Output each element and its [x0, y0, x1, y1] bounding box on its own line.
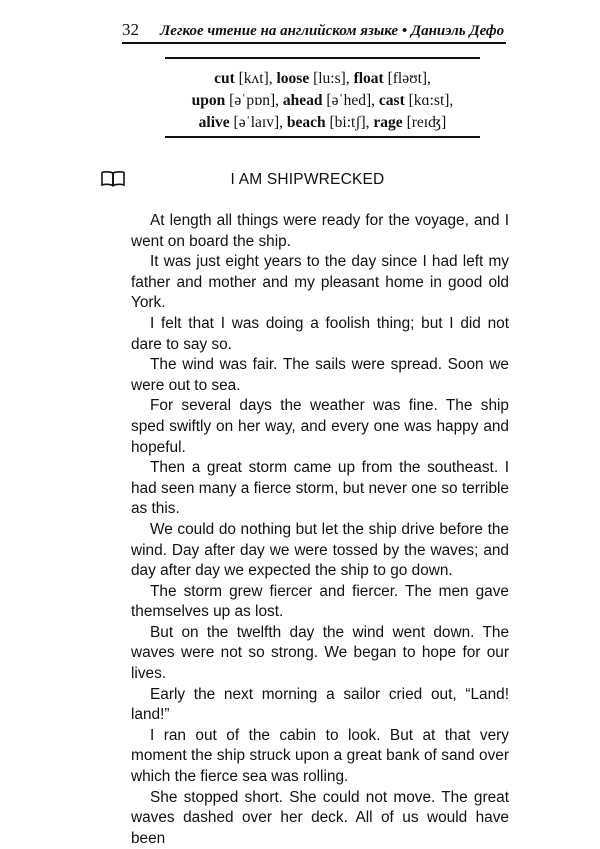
paragraph: But on the twelfth day the wind went down. The waves were not so strong. We began to hope for our lives.: [131, 623, 509, 683]
vocabulary-top-rule: [165, 57, 480, 59]
vocabulary-bottom-rule: [165, 136, 480, 138]
vocabulary-line: [150, 90, 495, 112]
story-text: [131, 211, 509, 849]
vocab-transcription: [reɪʤ]: [406, 114, 447, 131]
chapter-title: I AM SHIPWRECKED: [230, 171, 385, 188]
paragraph: The storm grew fiercer and fiercer. The men gave themselves up as lost.: [131, 582, 509, 621]
vocab-word: cast: [378, 92, 405, 109]
paragraph: I ran out of the cabin to look. But at that very moment the ship struck upon a great bank of sand over which the fierce sea was rolling.: [131, 726, 509, 786]
vocab-word: float: [353, 70, 384, 87]
vocab-word: loose: [276, 70, 310, 87]
vocab-transcription: [əˈlaɪv],: [233, 114, 284, 131]
paragraph: I felt that I was doing a foolish thing; but I did not dare to say so.: [131, 314, 509, 353]
vocab-word: ahead: [282, 92, 323, 109]
vocab-transcription: [bi:tʃ],: [329, 114, 370, 131]
vocab-word: upon: [191, 92, 226, 109]
header-rule: [122, 42, 506, 44]
paragraph: The wind was fair. The sails were spread. Soon we were out to sea.: [131, 356, 509, 394]
vocab-word: alive: [198, 114, 230, 131]
vocab-word: cut: [214, 70, 235, 87]
vocab-transcription: [fləʊt],: [387, 70, 431, 87]
vocab-transcription: [əˈhed],: [326, 92, 376, 109]
paragraph: For several days the weather was fine. The ship sped swiftly on her way, and every one was happy and hopeful.: [131, 397, 509, 456]
vocab-transcription: [kʌt],: [238, 70, 273, 87]
vocab-transcription: [kɑ:st],: [408, 92, 454, 109]
vocab-transcription: [əˈpɒn],: [229, 92, 280, 109]
vocab-word: beach: [286, 114, 326, 131]
page-number: 32: [122, 20, 139, 39]
vocab-word: rage: [373, 114, 403, 131]
paragraph: It was just eight years to the day since I had left my father and mother and my pleasant home in good old York.: [131, 253, 509, 312]
paragraph: We could do nothing but let the ship drive before the wind. Day after day we were tossed by the waves; and day after day we expected the ship to go down.: [131, 520, 509, 580]
running-head: [122, 20, 506, 40]
vocabulary-line: [150, 112, 495, 134]
paragraph: She stopped short. She could not move. The great waves dashed over her deck. All of us would have been: [131, 788, 509, 847]
running-title: Легкое чтение на английском языке • Даниэль Дефо: [160, 23, 505, 39]
vocabulary-line: [150, 68, 495, 90]
vocab-transcription: [lu:s],: [313, 70, 350, 87]
paragraph: Then a great storm came up from the southeast. I had seen many a fierce storm, but never one so terrible as this.: [131, 459, 509, 518]
paragraph: At length all things were ready for the voyage, and I went on board the ship.: [131, 212, 509, 250]
paragraph: Early the next morning a sailor cried out, “Land! land!”: [131, 685, 509, 724]
vocabulary-box: [150, 68, 495, 134]
